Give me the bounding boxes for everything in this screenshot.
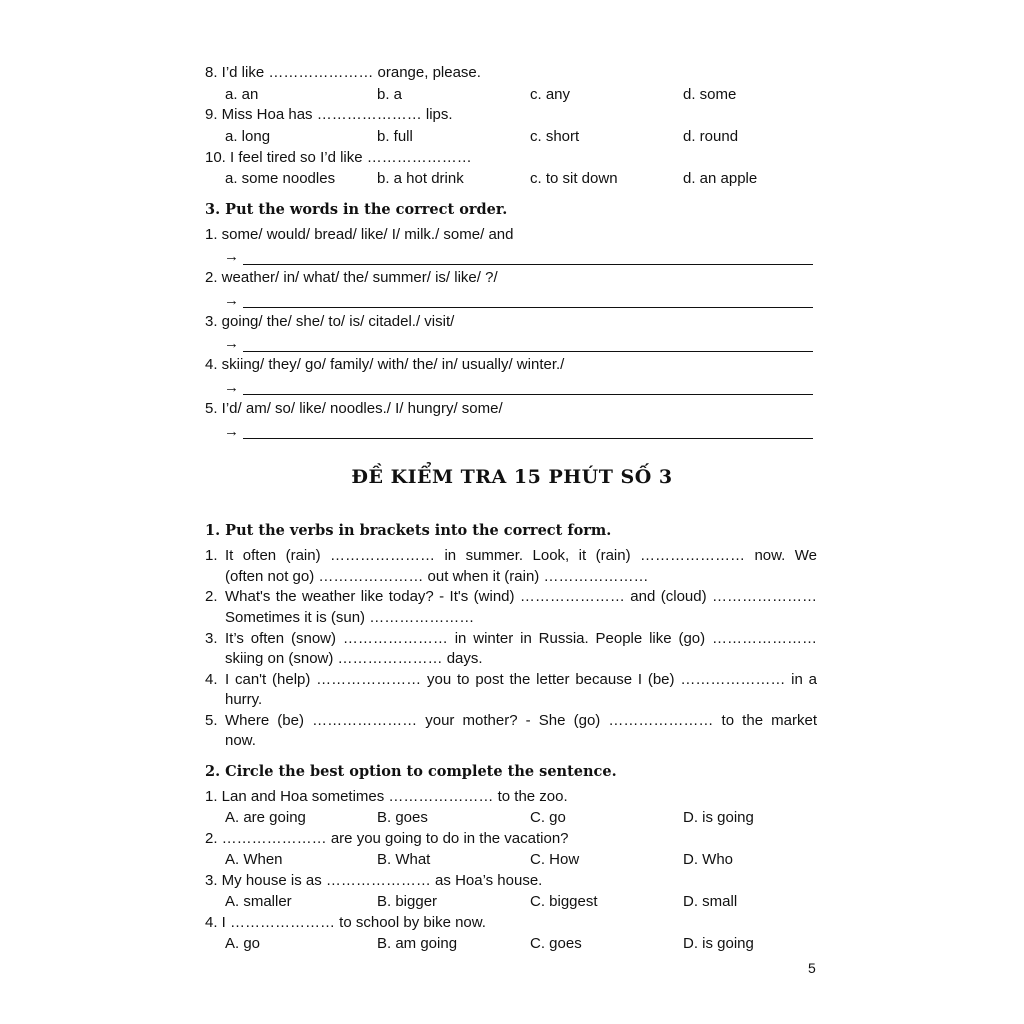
- arrow-icon: →: [224, 335, 239, 352]
- arrow-icon: →: [224, 248, 239, 265]
- arrow-icon: →: [224, 423, 239, 440]
- option-d: d. an apple: [683, 170, 758, 187]
- verb-item-2-line2: Sometimes it is (sun) …………………: [225, 609, 475, 626]
- option-c: C. biggest: [530, 893, 598, 910]
- verb-item-2-line1: What's the weather like today? - It's (wind) ………………… and (cloud) …………………: [225, 588, 817, 605]
- verb-item-4-line2: hurry.: [225, 691, 263, 708]
- verb-item-3-line1: It’s often (snow) ………………… in winter in Russia. People like (go) …………………: [225, 630, 817, 647]
- answer-line: [243, 307, 813, 308]
- reorder-item-1: 1. some/ would/ bread/ like/ I/ milk./ some/ and: [205, 226, 514, 243]
- reorder-item-3: 3. going/ the/ she/ to/ is/ citadel./ visit/: [205, 313, 455, 330]
- option-c: C. go: [530, 809, 566, 826]
- verb-item-3-line2: skiing on (snow) ………………… days.: [225, 650, 483, 667]
- item-number: 3.: [205, 630, 218, 647]
- question-10: 10. I feel tired so I’d like …………………: [205, 149, 472, 166]
- answer-line: [243, 264, 813, 265]
- reorder-item-5: 5. I’d/ am/ so/ like/ noodles./ I/ hungry/ some/: [205, 400, 503, 417]
- verb-item-4-line1: I can't (help) ………………… you to post the letter because I (be) ………………… in a: [225, 671, 817, 688]
- circle-question-1: 1. Lan and Hoa sometimes ………………… to the zoo.: [205, 788, 568, 805]
- test-title: ĐỀ KIỂM TRA 15 PHÚT SỐ 3: [351, 466, 673, 488]
- option-b: b. a hot drink: [377, 170, 464, 187]
- option-d: D. Who: [683, 851, 734, 868]
- option-b: B. am going: [377, 935, 458, 952]
- option-a: A. When: [225, 851, 283, 868]
- option-b: B. goes: [377, 809, 428, 826]
- item-number: 1.: [205, 547, 218, 564]
- option-c: c. short: [530, 128, 580, 145]
- option-c: c. any: [530, 86, 571, 103]
- option-c: C. goes: [530, 935, 582, 952]
- option-b: B. bigger: [377, 893, 438, 910]
- page-number: 5: [808, 960, 816, 976]
- option-d: D. small: [683, 893, 738, 910]
- reorder-item-4: 4. skiing/ they/ go/ family/ with/ the/ in/ usually/ winter./: [205, 356, 565, 373]
- section-heading: 1. Put the verbs in brackets into the correct form.: [205, 522, 612, 539]
- option-b: B. What: [377, 851, 431, 868]
- verb-item-5-line1: Where (be) ………………… your mother? - She (go) ………………… to the market: [225, 712, 817, 729]
- arrow-icon: →: [224, 379, 239, 396]
- section-heading: 3. Put the words in the correct order.: [205, 201, 508, 218]
- verb-item-1-line2: (often not go) ………………… out when it (rain) …………………: [225, 568, 649, 585]
- answer-line: [243, 351, 813, 352]
- option-d: D. is going: [683, 935, 754, 952]
- option-a: a. some noodles: [225, 170, 336, 187]
- circle-question-3: 3. My house is as ………………… as Hoa’s house.: [205, 872, 543, 889]
- item-number: 5.: [205, 712, 218, 729]
- answer-line: [243, 438, 813, 439]
- option-d: d. round: [683, 128, 739, 145]
- circle-question-2: 2. ………………… are you going to do in the vacation?: [205, 830, 569, 847]
- arrow-icon: →: [224, 292, 239, 309]
- option-a: a. an: [225, 86, 259, 103]
- verb-item-5-line2: now.: [225, 732, 256, 749]
- option-c: c. to sit down: [530, 170, 618, 187]
- option-a: a. long: [225, 128, 271, 145]
- reorder-item-2: 2. weather/ in/ what/ the/ summer/ is/ like/ ?/: [205, 269, 498, 286]
- option-a: A. go: [225, 935, 261, 952]
- option-b: b. full: [377, 128, 413, 145]
- option-c: C. How: [530, 851, 580, 868]
- question-8: 8. I’d like ………………… orange, please.: [205, 64, 481, 81]
- circle-question-4: 4. I ………………… to school by bike now.: [205, 914, 486, 931]
- item-number: 4.: [205, 671, 218, 688]
- option-d: D. is going: [683, 809, 754, 826]
- item-number: 2.: [205, 588, 218, 605]
- verb-item-1-line1: It often (rain) ………………… in summer. Look, it (rain) ………………… now. We: [225, 547, 817, 564]
- option-a: A. smaller: [225, 893, 292, 910]
- option-a: A. are going: [225, 809, 306, 826]
- section-heading: 2. Circle the best option to complete the sentence.: [205, 763, 617, 780]
- question-9: 9. Miss Hoa has ………………… lips.: [205, 106, 453, 123]
- option-b: b. a: [377, 86, 403, 103]
- option-d: d. some: [683, 86, 737, 103]
- answer-line: [243, 394, 813, 395]
